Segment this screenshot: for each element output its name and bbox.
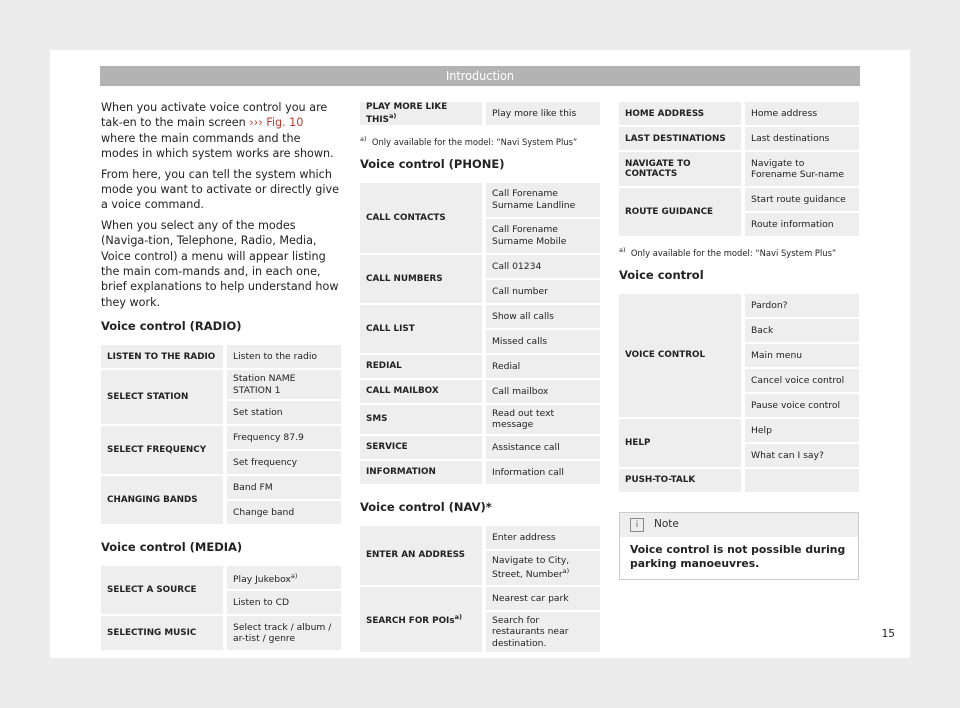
- description-cell: Navigate to Forename Sur-name: [741, 152, 859, 186]
- command-cell: HOME ADDRESS: [619, 102, 741, 125]
- table-row: [101, 426, 341, 449]
- description-cell: Help: [741, 419, 859, 442]
- table-row: [619, 152, 859, 186]
- description-cell: Call Forename Surname Mobile: [482, 219, 600, 253]
- description-cell: [482, 551, 600, 585]
- description-cell: Station NAME STATION 1: [223, 370, 341, 399]
- description-cell: Missed calls: [482, 330, 600, 353]
- command-cell: [360, 587, 482, 653]
- description-cell: Call mailbox: [482, 380, 600, 403]
- description-cell: Start route guidance: [741, 188, 859, 211]
- command-cell: CALL NUMBERS: [360, 255, 482, 303]
- description-cell: Pardon?: [741, 294, 859, 317]
- description-cell: Main menu: [741, 344, 859, 367]
- page-number: 15: [881, 628, 895, 640]
- description-cell: Listen to CD: [223, 591, 341, 614]
- table-row: [360, 405, 600, 434]
- nav-table-2: [619, 100, 859, 238]
- description-cell: Assistance call: [482, 436, 600, 459]
- note-text: Voice control is not possible during parking manoeuvres.: [630, 542, 846, 570]
- description-cell: Frequency 87.9: [223, 426, 341, 449]
- nav-table-1: [360, 524, 600, 655]
- description-cell: Change band: [223, 501, 341, 524]
- table-row: [360, 255, 600, 278]
- voice-heading: Voice control: [619, 267, 704, 282]
- description-cell: Set station: [223, 401, 341, 424]
- description-cell: Listen to the radio: [223, 345, 341, 368]
- footnote: [360, 135, 600, 147]
- footnote-marker: a): [388, 112, 397, 121]
- description-cell: Band FM: [223, 476, 341, 499]
- command-cell: LISTEN TO THE RADIO: [101, 345, 223, 368]
- phone-table: [360, 181, 600, 486]
- column-right: [619, 100, 859, 580]
- nav-heading: Voice control (NAV)*: [360, 499, 492, 514]
- description-text: Play Jukebox: [233, 573, 291, 585]
- footnote-marker: a): [290, 571, 298, 580]
- command-cell: ENTER AN ADDRESS: [360, 526, 482, 585]
- table-row: [360, 305, 600, 328]
- table-row: [619, 127, 859, 150]
- command-text: SEARCH FOR POIs: [366, 616, 455, 626]
- command-cell: ROUTE GUIDANCE: [619, 188, 741, 236]
- description-cell: [223, 566, 341, 589]
- command-cell: NAVIGATE TO CONTACTS: [619, 152, 741, 186]
- description-cell: Call 01234: [482, 255, 600, 278]
- description-cell: Read out text message: [482, 405, 600, 434]
- description-cell: Last destinations: [741, 127, 859, 150]
- table-row: [619, 102, 859, 125]
- footnote-marker: a): [454, 613, 462, 622]
- description-cell: [741, 469, 859, 492]
- section-header: Introduction: [100, 66, 860, 86]
- command-cell: VOICE CONTROL: [619, 294, 741, 417]
- command-cell: REDIAL: [360, 355, 482, 378]
- table-row: [101, 476, 341, 499]
- media-heading: Voice control (MEDIA): [101, 540, 243, 555]
- command-cell: SMS: [360, 405, 482, 434]
- description-cell: Back: [741, 319, 859, 342]
- description-text: Navigate to City, Street, Number: [492, 554, 570, 581]
- note-box: [619, 512, 859, 580]
- table-row: [619, 419, 859, 442]
- command-cell: CALL LIST: [360, 305, 482, 353]
- note-label: Note: [654, 517, 679, 530]
- column-left: [101, 100, 341, 654]
- footnote-marker: a): [619, 246, 626, 254]
- description-cell: Enter address: [482, 526, 600, 549]
- figure-link[interactable]: ››› Fig. 10: [249, 116, 304, 130]
- phone-heading: Voice control (PHONE): [360, 156, 505, 171]
- command-cell: LAST DESTINATIONS: [619, 127, 741, 150]
- command-cell: SERVICE: [360, 436, 482, 459]
- table-row: [360, 183, 600, 217]
- description-cell: Information call: [482, 461, 600, 484]
- description-cell: Call number: [482, 280, 600, 303]
- description-cell: Route information: [741, 213, 859, 236]
- description-cell: Home address: [741, 102, 859, 125]
- table-row: [101, 566, 341, 589]
- table-row: [360, 102, 600, 125]
- info-icon: i: [630, 518, 644, 532]
- table-row: [619, 469, 859, 492]
- command-cell: CALL CONTACTS: [360, 183, 482, 253]
- command-cell: [360, 102, 482, 125]
- table-row: [619, 294, 859, 317]
- command-cell: SELECT A SOURCE: [101, 566, 223, 614]
- table-row: [101, 345, 341, 368]
- description-cell: Pause voice control: [741, 394, 859, 417]
- footnote-marker: a): [360, 135, 367, 143]
- description-cell: Redial: [482, 355, 600, 378]
- radio-table: [101, 343, 341, 526]
- intro-paragraph-2: From here, you can tell the system which mode you want to activate or directly give a voice command.: [101, 167, 340, 212]
- footnote-text: Only available for the model: “Navi System Plus”: [630, 247, 837, 258]
- command-cell: CALL MAILBOX: [360, 380, 482, 403]
- manual-page: [50, 50, 910, 658]
- intro-paragraph-3: When you select any of the modes (Naviga-tion, Telephone, Radio, Media, Voice control) a menu will appear listing the main com-mands and, in each one, brief explanations to help understand how they work.: [101, 218, 339, 309]
- intro-text: When you activate voice control you are tak-en to the main screen: [101, 101, 328, 130]
- command-cell: SELECT FREQUENCY: [101, 426, 223, 474]
- column-middle: [360, 100, 600, 656]
- command-cell: INFORMATION: [360, 461, 482, 484]
- command-cell: CHANGING BANDS: [101, 476, 223, 524]
- command-cell: PUSH-TO-TALK: [619, 469, 741, 492]
- intro-text-end: where the main commands and the modes in which system works are shown.: [101, 131, 334, 161]
- table-row: [360, 380, 600, 403]
- voice-table: [619, 292, 859, 494]
- description-cell: Call Forename Surname Landline: [482, 183, 600, 217]
- footnote-marker: a): [562, 567, 570, 576]
- description-cell: Search for restaurants near destination.: [482, 612, 600, 653]
- command-cell: SELECT STATION: [101, 370, 223, 424]
- table-row: [101, 616, 341, 650]
- command-text: PLAY MORE LIKE THIS: [366, 102, 448, 125]
- table-row: [360, 355, 600, 378]
- table-row: [101, 370, 341, 399]
- description-cell: Play more like this: [482, 102, 600, 125]
- description-cell: Show all calls: [482, 305, 600, 328]
- description-cell: Cancel voice control: [741, 369, 859, 392]
- media-extra-table: [360, 100, 600, 127]
- footnote-text: Only available for the model: “Navi System Plus”: [371, 136, 578, 147]
- radio-heading: Voice control (RADIO): [101, 319, 242, 334]
- command-cell: HELP: [619, 419, 741, 467]
- note-header: [620, 513, 858, 537]
- footnote: [619, 246, 859, 258]
- intro-paragraph-1: [101, 100, 341, 162]
- description-cell: Nearest car park: [482, 587, 600, 610]
- table-row: [360, 526, 600, 549]
- description-cell: Set frequency: [223, 451, 341, 474]
- description-cell: What can I say?: [741, 444, 859, 467]
- table-row: [360, 436, 600, 459]
- command-cell: SELECTING MUSIC: [101, 616, 223, 650]
- table-row: [360, 461, 600, 484]
- table-row: [360, 587, 600, 610]
- description-cell: Select track / album / ar-tist / genre: [223, 616, 341, 650]
- media-table: [101, 564, 341, 652]
- table-row: [619, 188, 859, 211]
